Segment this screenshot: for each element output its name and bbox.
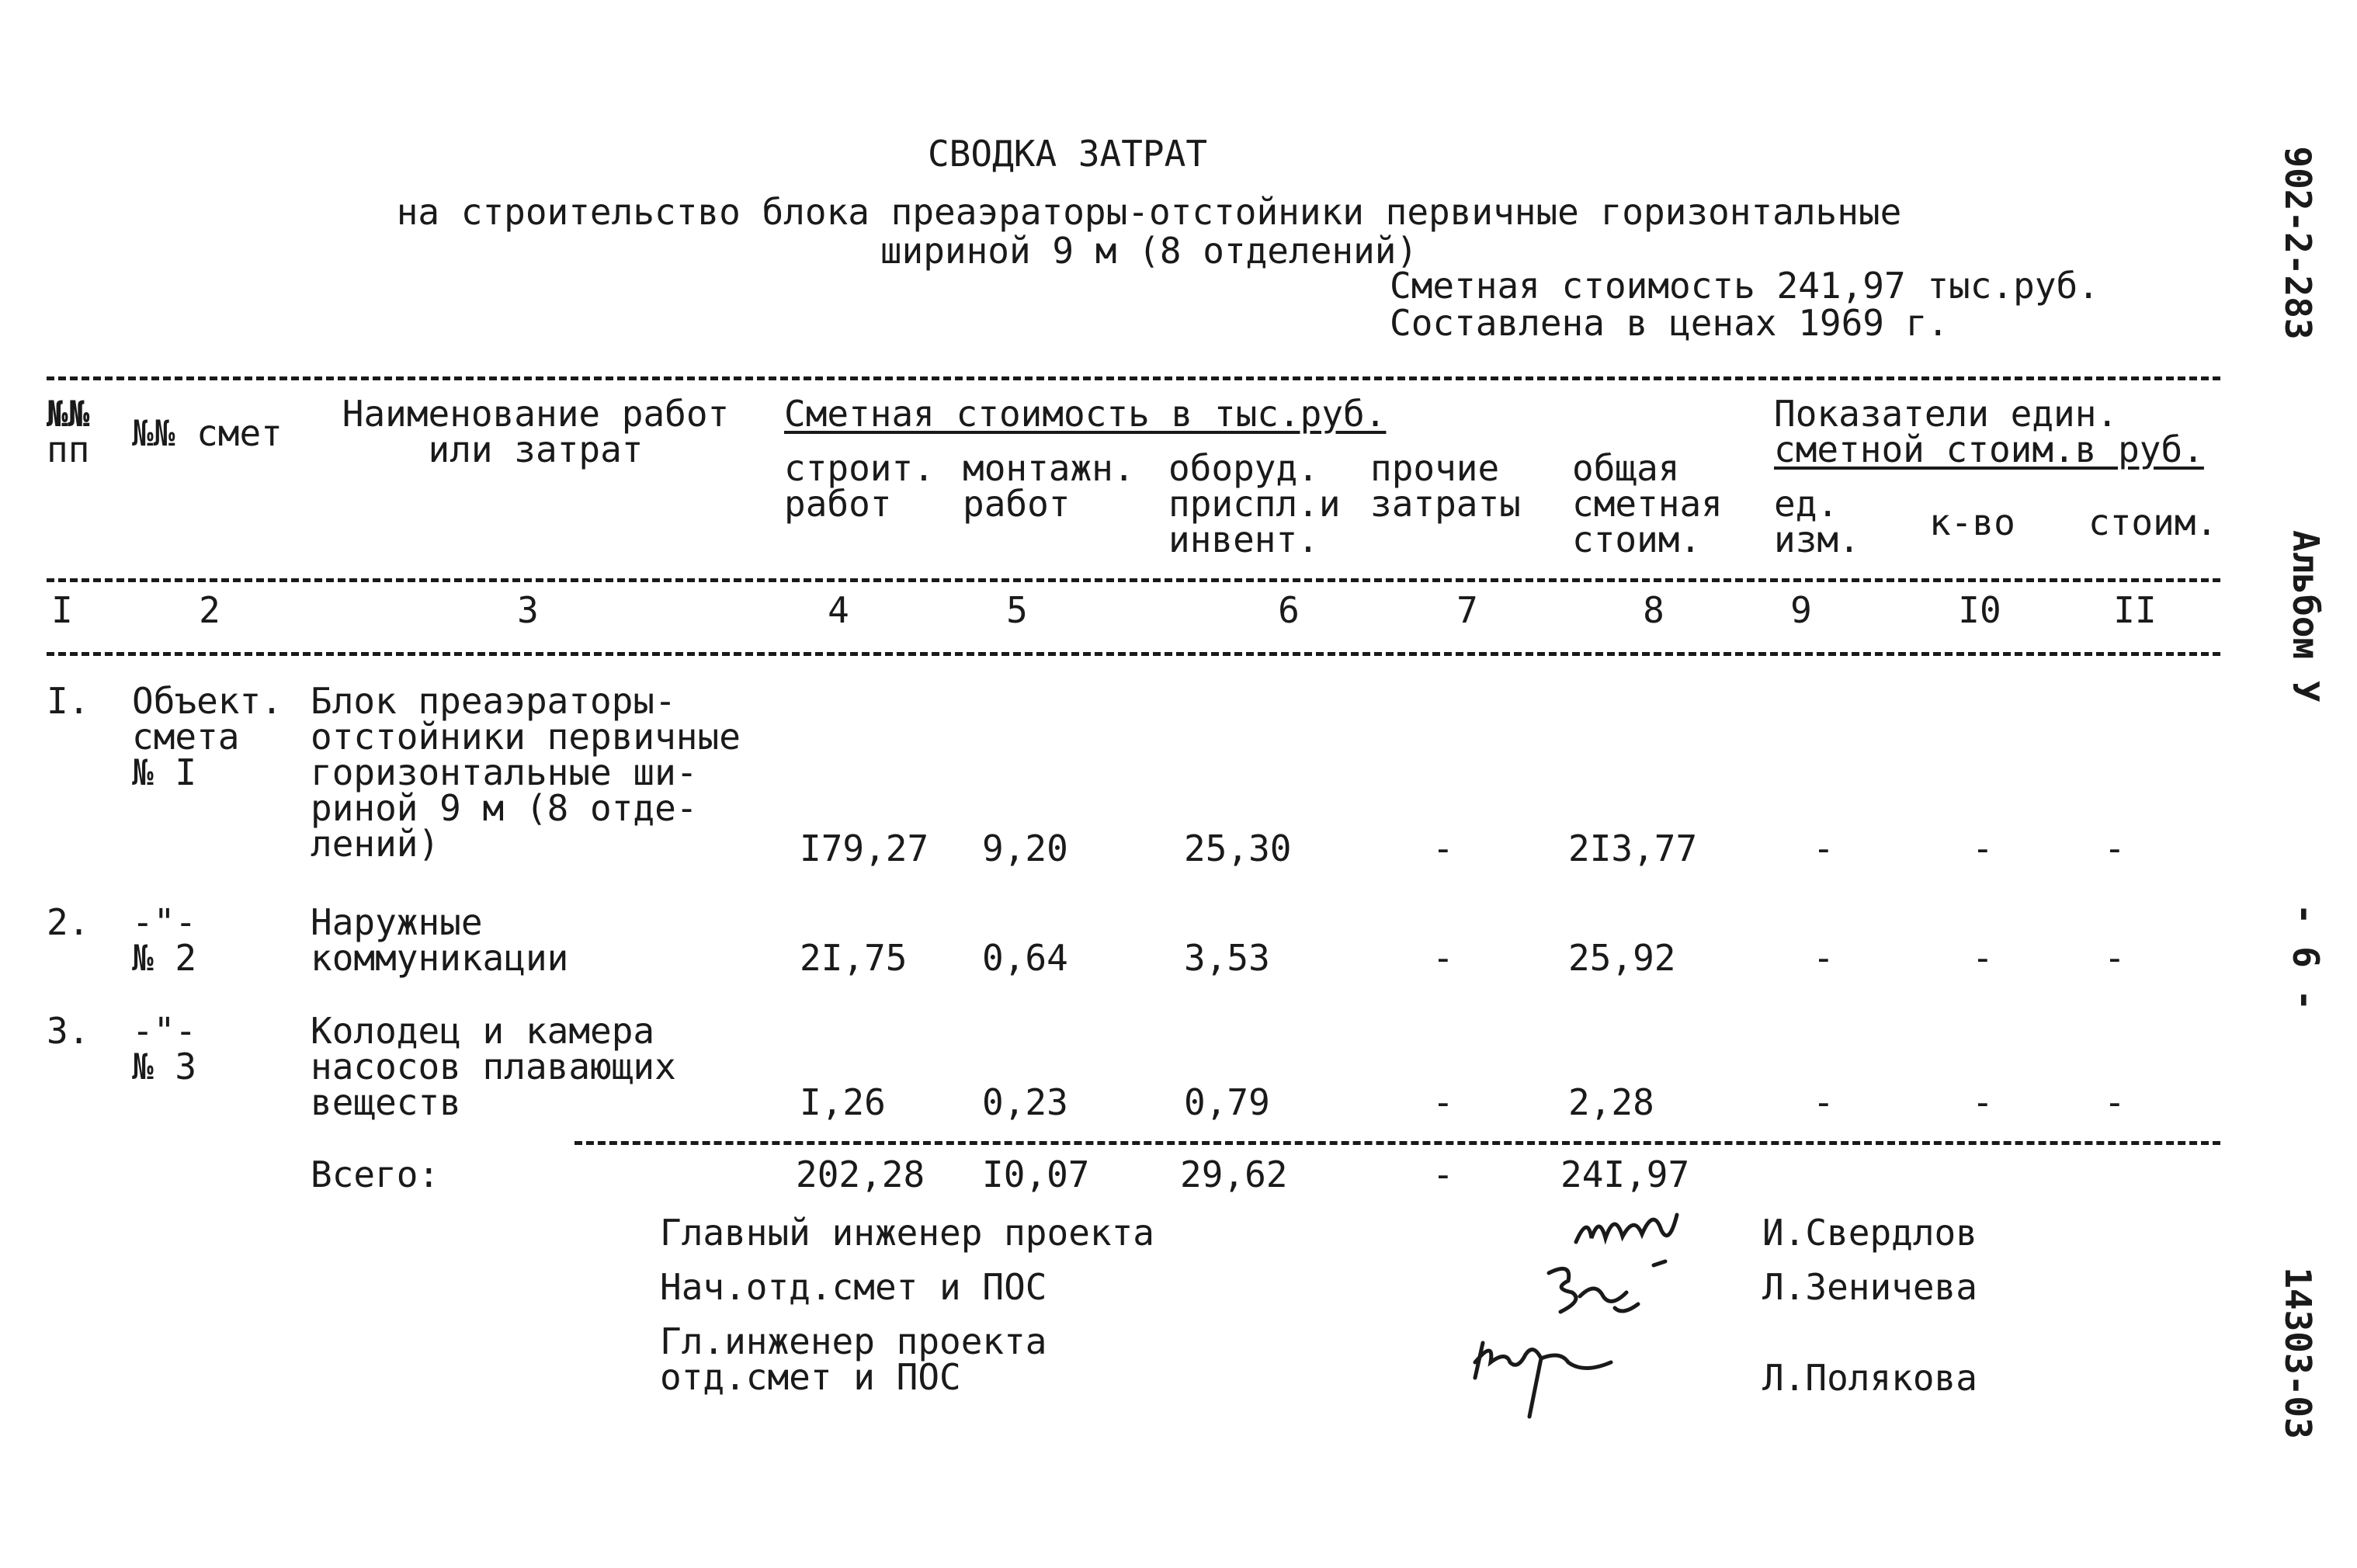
signature-3 — [1460, 1320, 1630, 1428]
signer3-role-2: отд.смет и ПОС — [660, 1356, 961, 1398]
row1-total: 2I3,77 — [1568, 827, 1698, 869]
signature-2 — [1537, 1254, 1677, 1323]
row2-estimate-1: -"- — [132, 901, 197, 943]
header-col9-line1: ед. — [1774, 483, 1839, 525]
row3-other: - — [1432, 1081, 1454, 1123]
row2-construction: 2I,75 — [800, 937, 908, 979]
subtitle-line-2: шириной 9 м (8 отделений) — [880, 230, 1418, 272]
header-col11: стоим. — [2088, 501, 2218, 543]
header-col6-line1: оборуд. — [1168, 447, 1319, 489]
header-col8-line3: стоим. — [1572, 519, 1702, 560]
document-number: 14303-03 — [2277, 1267, 2319, 1439]
colnum-9: 9 — [1790, 589, 1812, 631]
row1-name-3: горизонтальные ши- — [311, 751, 698, 793]
album-label: Альбом У — [2285, 530, 2327, 702]
row2-unit-cost: - — [2104, 937, 2126, 979]
colnum-3: 3 — [517, 589, 539, 631]
row3-installation: 0,23 — [982, 1081, 1068, 1123]
totals-label: Всего: — [311, 1153, 440, 1195]
signer3-name: Л.Полякова — [1762, 1357, 1977, 1399]
signer1-role: Главный инженер проекта — [660, 1212, 1154, 1254]
header-col3-line2: или затрат — [428, 428, 644, 470]
row1-estimate-2: смета — [132, 716, 240, 758]
row1-other: - — [1432, 827, 1454, 869]
row3-unit: - — [1813, 1081, 1835, 1123]
row2-installation: 0,64 — [982, 937, 1068, 979]
row1-unit: - — [1813, 827, 1835, 869]
header-unit-group-line1: Показатели един. — [1774, 393, 2119, 435]
totals-total: 24I,97 — [1560, 1153, 1690, 1195]
row1-name-4: риной 9 м (8 отде- — [311, 787, 698, 829]
colnum-10: I0 — [1958, 589, 2001, 631]
signature-1 — [1568, 1199, 1685, 1261]
price-level: Составлена в ценах 1969 г. — [1390, 302, 1949, 344]
signer2-role: Нач.отд.смет и ПОС — [660, 1266, 1047, 1308]
header-col5-line2: работ — [963, 483, 1071, 525]
colnum-11: II — [2113, 589, 2157, 631]
rule-numbers-bottom — [47, 652, 2220, 656]
rule-header-bottom — [47, 578, 2220, 582]
header-col6-line2: приспл.и — [1168, 483, 1341, 525]
signer1-name: И.Свердлов — [1762, 1212, 1977, 1254]
header-col2: №№ смет — [132, 412, 283, 454]
row2-name-1: Наружные — [311, 901, 483, 943]
row3-construction: I,26 — [800, 1081, 886, 1123]
row1-construction: I79,27 — [800, 827, 929, 869]
row1-unit-cost: - — [2104, 827, 2126, 869]
row2-unit: - — [1813, 937, 1835, 979]
header-col1-line2: пп — [47, 428, 90, 470]
header-col7-line2: затраты — [1370, 483, 1521, 525]
page-title: СВОДКА ЗАТРАТ — [927, 133, 1208, 175]
row3-name-1: Колодец и камера — [311, 1010, 655, 1052]
row2-qty: - — [1972, 937, 1994, 979]
colnum-6: 6 — [1278, 589, 1300, 631]
signer3-role-1: Гл.инженер проекта — [660, 1320, 1047, 1362]
row1-name-1: Блок преаэраторы- — [311, 680, 676, 722]
series-code: 902-2-283 — [2277, 146, 2319, 340]
row3-name-2: насосов плавающих — [311, 1046, 676, 1088]
row2-other: - — [1432, 937, 1454, 979]
page-number: - 6 - — [2285, 903, 2327, 1011]
header-unit-group-line2: сметной стоим.в руб. — [1774, 428, 2204, 470]
totals-construction: 202,28 — [796, 1153, 925, 1195]
header-col8-line2: сметная — [1572, 483, 1723, 525]
row3-name-3: веществ — [311, 1081, 461, 1123]
row1-installation: 9,20 — [982, 827, 1068, 869]
row1-estimate-1: Объект. — [132, 680, 283, 722]
row3-unit-cost: - — [2104, 1081, 2126, 1123]
header-cost-group: Сметная стоимость в тыс.руб. — [784, 393, 1387, 435]
rule-before-total — [574, 1141, 2220, 1145]
row3-total: 2,28 — [1568, 1081, 1654, 1123]
row3-estimate-1: -"- — [132, 1010, 197, 1052]
totals-equipment: 29,62 — [1180, 1153, 1288, 1195]
row3-estimate-2: № 3 — [132, 1046, 197, 1088]
header-col1-line1: №№ — [47, 393, 90, 435]
row1-num: I. — [47, 680, 90, 722]
header-col8-line1: общая — [1572, 447, 1680, 489]
row1-estimate-3: № I — [132, 751, 197, 793]
estimated-cost: Сметная стоимость 241,97 тыс.руб. — [1390, 265, 2099, 307]
header-col5-line1: монтажн. — [963, 447, 1135, 489]
header-col4-line2: работ — [784, 483, 892, 525]
totals-installation: I0,07 — [982, 1153, 1090, 1195]
header-col10: к-во — [1929, 501, 2015, 543]
row3-qty: - — [1972, 1081, 1994, 1123]
row1-equipment: 25,30 — [1184, 827, 1292, 869]
row1-qty: - — [1972, 827, 1994, 869]
row2-equipment: 3,53 — [1184, 937, 1270, 979]
colnum-2: 2 — [199, 589, 220, 631]
row2-name-2: коммуникации — [311, 937, 569, 979]
row1-name-2: отстойники первичные — [311, 716, 741, 758]
signer2-name: Л.Зеничева — [1762, 1266, 1977, 1308]
row3-num: 3. — [47, 1010, 90, 1052]
row2-num: 2. — [47, 901, 90, 943]
header-col3-line1: Наименование работ — [342, 393, 730, 435]
colnum-8: 8 — [1643, 589, 1664, 631]
header-col9-line2: изм. — [1774, 519, 1860, 560]
header-col6-line3: инвент. — [1168, 519, 1319, 560]
row3-equipment: 0,79 — [1184, 1081, 1270, 1123]
totals-other: - — [1432, 1153, 1454, 1195]
header-col4-line1: строит. — [784, 447, 935, 489]
colnum-1: I — [51, 589, 73, 631]
colnum-5: 5 — [1006, 589, 1028, 631]
rule-top — [47, 376, 2220, 380]
subtitle-line-1: на строительство блока преаэраторы-отстойники первичные горизонтальные — [396, 191, 1902, 233]
colnum-4: 4 — [828, 589, 849, 631]
colnum-7: 7 — [1456, 589, 1478, 631]
header-col7-line1: прочие — [1370, 447, 1500, 489]
row2-estimate-2: № 2 — [132, 937, 197, 979]
row1-name-5: лений) — [311, 823, 440, 865]
row2-total: 25,92 — [1568, 937, 1676, 979]
